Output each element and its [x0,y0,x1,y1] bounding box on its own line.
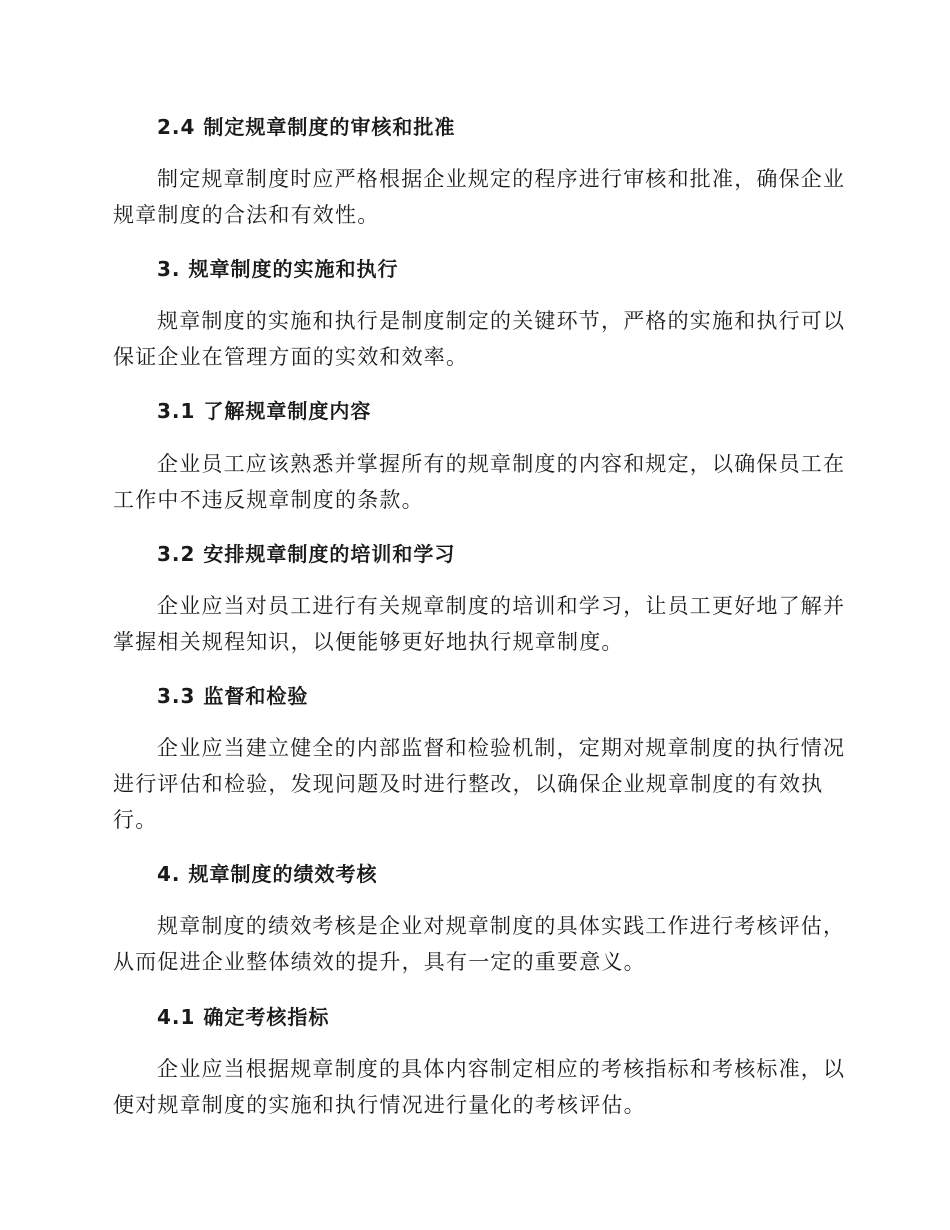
section-paragraph [113,730,846,838]
paragraph-line: 企业应当对员工进行有关规章制度的培训和学习，让员工更好地了解并 [157,594,846,618]
paragraph-line: 企业员工应该熟悉并掌握所有的规章制度的内容和规定，以确保员工在 [157,452,846,476]
section-paragraph [113,303,846,375]
paragraph-line: 制定规章制度时应严格根据企业规定的程序进行审核和批准，确保企业 [157,167,846,191]
section-paragraph [113,1051,846,1123]
section-heading: 3.1 了解规章制度内容 [157,399,372,423]
section-heading: 3.2 安排规章制度的培训和学习 [157,542,456,566]
paragraph-line: 保证企业在管理方面的实效和效率。 [113,345,469,369]
paragraph-line: 企业应当根据规章制度的具体内容制定相应的考核指标和考核标准，以 [157,1057,846,1081]
paragraph-line: 企业应当建立健全的内部监督和检验机制，定期对规章制度的执行情况 [157,736,846,760]
paragraph-line: 从而促进企业整体绩效的提升，具有一定的重要意义。 [113,950,646,974]
paragraph-line: 便对规章制度的实施和执行情况进行量化的考核评估。 [113,1093,646,1117]
section-paragraph [113,908,846,980]
section-heading: 3. 规章制度的实施和执行 [157,257,399,281]
paragraph-line: 规章制度的实施和执行是制度制定的关键环节，严格的实施和执行可以 [157,309,846,333]
paragraph-line: 行。 [113,808,158,832]
paragraph-line: 规章制度的绩效考核是企业对规章制度的具体实践工作进行考核评估， [157,914,846,938]
section-paragraph [113,446,846,518]
section-paragraph [113,588,846,660]
section-heading: 4.1 确定考核指标 [157,1005,330,1029]
paragraph-line: 掌握相关规程知识，以便能够更好地执行规章制度。 [113,630,624,654]
paragraph-line: 进行评估和检验，发现问题及时进行整改，以确保企业规章制度的有效执 [113,772,824,796]
section-paragraph [113,161,846,233]
section-heading: 3.3 监督和检验 [157,684,309,708]
section-heading: 4. 规章制度的绩效考核 [157,862,378,886]
paragraph-line: 规章制度的合法和有效性。 [113,203,380,227]
paragraph-line: 工作中不违反规章制度的条款。 [113,488,424,512]
section-heading: 2.4 制定规章制度的审核和批准 [157,115,456,139]
